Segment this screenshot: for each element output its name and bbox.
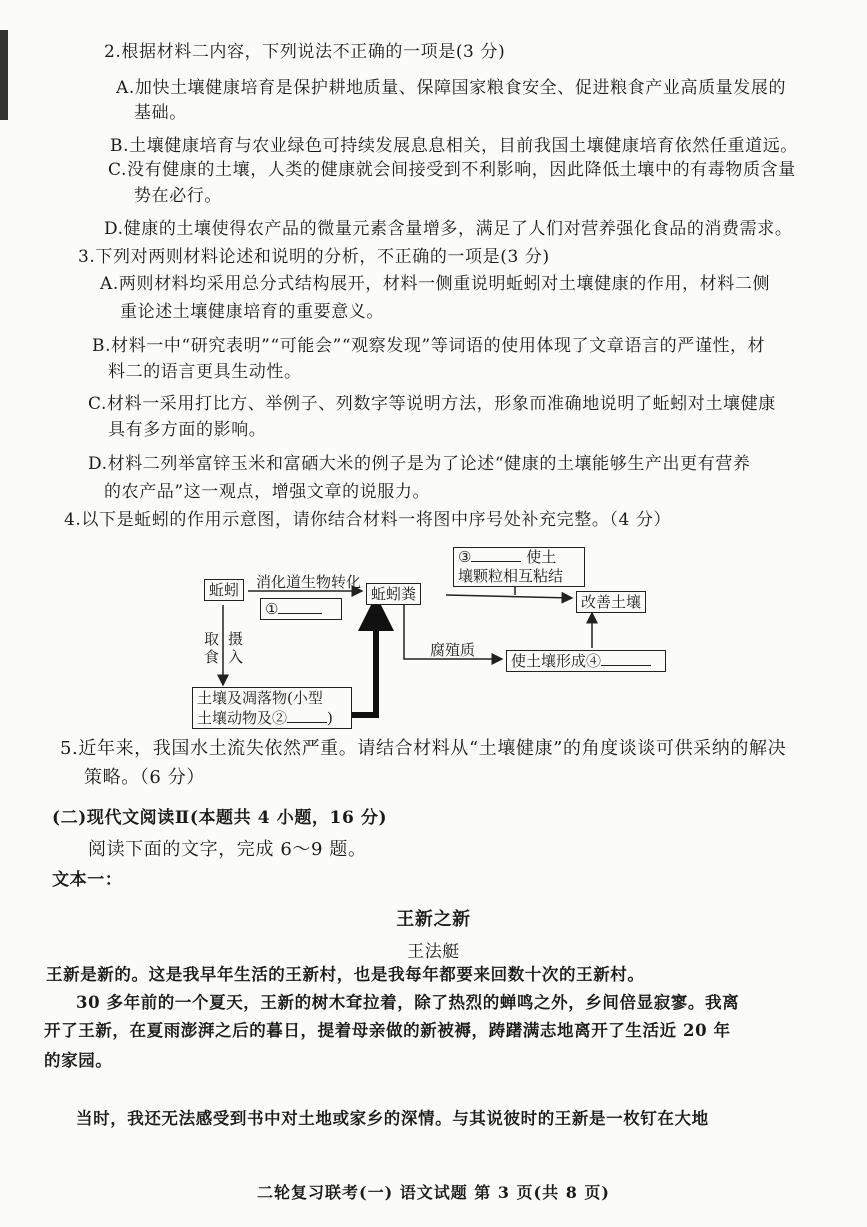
earthworm-diagram — [190, 543, 710, 733]
q3-option-d-cont: 的农产品”这一观点，增强文章的说服力。 — [104, 482, 431, 502]
q3-stem: 3.下列对两则材料论述和说明的分析，不正确的一项是(3 分) — [78, 247, 550, 267]
q2-option-a: A.加快土壤健康培育是保护耕地质量、保障国家粮食安全、促进粮食产业高质量发展的 — [116, 78, 787, 98]
blank-2-line[interactable] — [287, 722, 327, 723]
q3-option-d: D.材料二列举富锌玉米和富硒大米的例子是为了论述“健康的土壤能够生产出更有营养 — [88, 454, 751, 474]
blank-4-box — [506, 650, 666, 672]
blank-3-text-end: 使土 — [526, 548, 557, 566]
humus-label: 腐殖质 — [430, 641, 476, 659]
blank-4-text: 使土壤形成④ — [511, 652, 602, 670]
cast-box: 蚯蚓粪 — [366, 583, 421, 605]
q2-option-a-cont: 基础。 — [134, 103, 187, 123]
q5-line1: 5.近年来，我国水土流失依然严重。请结合材料从“土壤健康”的角度谈谈可供采纳的解决 — [60, 738, 787, 759]
binding-edge — [0, 30, 8, 120]
blank-1-number: ① — [265, 600, 279, 618]
article-author: 王法艇 — [407, 942, 460, 962]
soil-litter-box — [192, 687, 352, 729]
section2-heading: (二)现代文阅读Ⅱ(本题共 4 小题，16 分) — [52, 808, 388, 828]
q2-option-b: B.土壤健康培育与农业绿色可持续发展息息相关，目前我国土壤健康培育依然任重道远。 — [110, 136, 798, 156]
feeding-label: 取食 — [204, 630, 220, 666]
article-paragraph-2-line1: 30 多年前的一个夏天，王新的树木耷拉着，除了热烈的蝉鸣之外，乡间倍显寂寥。我离 — [76, 993, 740, 1012]
earthworm-box: 蚯蚓 — [204, 579, 244, 601]
q5-line2: 策略。（6 分） — [84, 767, 205, 788]
q4-stem: 4.以下是蚯蚓的作用示意图，请你结合材料一将图中序号处补充完整。（4 分） — [64, 510, 672, 530]
article-paragraph-1: 王新是新的。这是我早年生活的王新村，也是我每年都要来回数十次的王新村。 — [46, 965, 645, 984]
blank-3-number: ③ — [458, 548, 472, 566]
blank-4-line[interactable] — [601, 665, 651, 666]
article-title: 王新之新 — [396, 909, 471, 930]
article-paragraph-3: 当时，我还无法感受到书中对土地或家乡的深情。与其说彼时的王新是一枚钉在大地 — [76, 1109, 709, 1128]
q2-stem: 2.根据材料二内容，下列说法不正确的一项是(3 分) — [104, 42, 506, 62]
soil-litter-line1: 土壤及凋落物(小型 — [197, 689, 323, 707]
q2-option-d: D.健康的土壤使得农产品的微量元素含量增多，满足了人们对营养强化食品的消费需求。 — [104, 219, 793, 239]
page-footer: 二轮复习联考(一) 语文试题 第 3 页(共 8 页) — [257, 1183, 610, 1202]
soil-litter-line2-end: ) — [327, 709, 333, 727]
q3-option-b: B.材料一中“研究表明”“可能会”“观察发现”等词语的使用体现了文章语言的严谨性，材 — [92, 336, 766, 356]
section2-instruction: 阅读下面的文字，完成 6～9 题。 — [88, 839, 367, 860]
q3-option-b-cont: 料二的语言更具生动性。 — [108, 362, 302, 382]
text-one-label: 文本一： — [52, 870, 123, 890]
blank-1-box — [260, 598, 342, 620]
blank-3-line[interactable] — [471, 561, 521, 562]
soil-litter-line2: 土壤动物及② — [197, 709, 288, 727]
improve-soil-box: 改善土壤 — [576, 591, 646, 613]
article-paragraph-2-line3: 的家园。 — [44, 1051, 113, 1070]
q3-option-a-cont: 重论述土壤健康培育的重要意义。 — [120, 302, 384, 322]
blank-3-box — [453, 547, 585, 587]
q2-option-c: C.没有健康的土壤，人类的健康就会间接受到不利影响，因此降低土壤中的有毒物质含量 — [108, 160, 796, 180]
blank-1-line[interactable] — [278, 613, 322, 614]
q3-option-a: A.两则材料均采用总分式结构展开，材料一侧重说明蚯蚓对土壤健康的作用，材料二侧 — [100, 274, 771, 294]
q3-option-c-cont: 具有多方面的影响。 — [108, 420, 267, 440]
q3-option-c: C.材料一采用打比方、举例子、列数字等说明方法，形象而准确地说明了蚯蚓对土壤健康 — [88, 394, 776, 414]
ingestion-label: 摄入 — [228, 630, 244, 666]
blank-3-text-line2: 壤颗粒相互粘结 — [458, 567, 564, 585]
article-paragraph-2-line2: 开了王新，在夏雨澎湃之后的暮日，提着母亲做的新被褥，踌躇满志地离开了生活近 20 年 — [44, 1021, 731, 1040]
gut-transformation-label: 消化道生物转化 — [256, 573, 362, 591]
q2-option-c-cont: 势在必行。 — [134, 186, 222, 206]
